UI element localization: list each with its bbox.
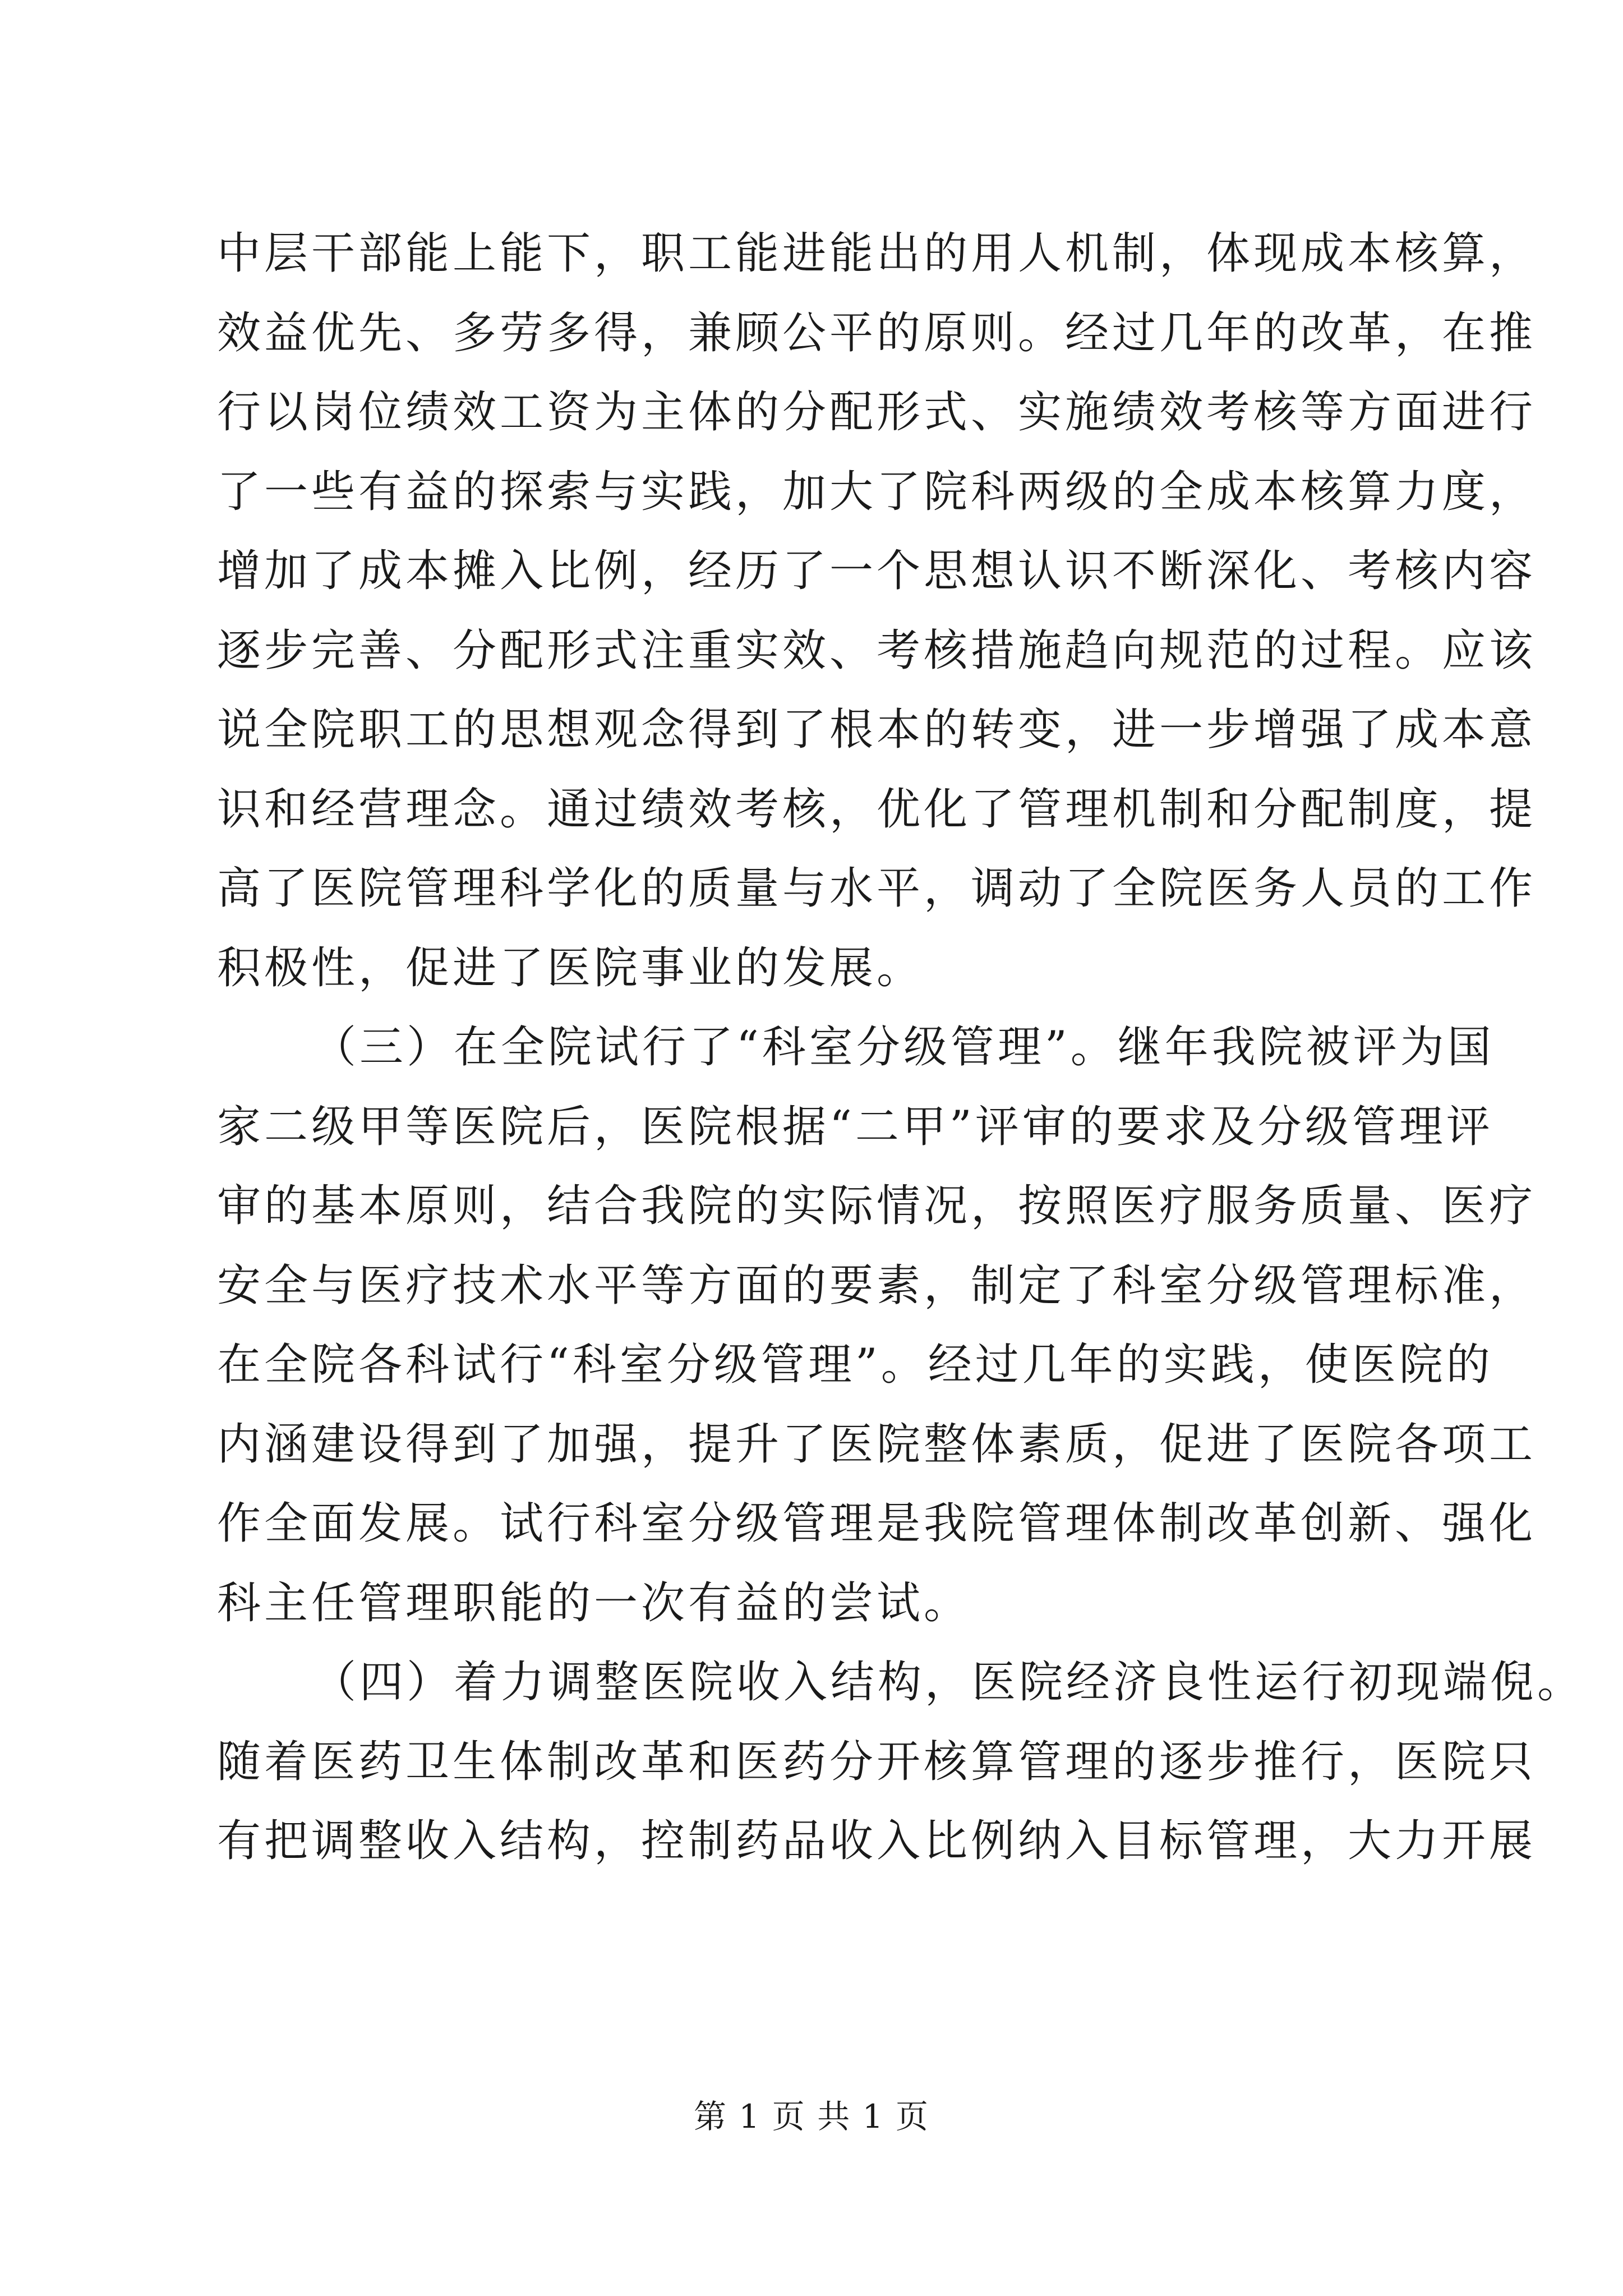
- text-line: 有把调整收入结构，控制药品收入比例纳入目标管理，大力开展: [217, 1816, 1537, 1866]
- section-heading-line: （四）着力调整医院收入结构，医院经济良性运行初现端倪。: [312, 1657, 1585, 1708]
- text-line: 积极性，促进了医院事业的发展。: [217, 942, 924, 993]
- text-line: 随着医药卫生体制改革和医药分开核算管理的逐步推行，医院只: [217, 1736, 1537, 1787]
- text-line: 增加了成本摊入比例，经历了一个思想认识不断深化、考核内容: [217, 546, 1537, 596]
- section-heading-line: （三）在全院试行了“科室分级管理”。继年我院被评为国: [312, 1022, 1495, 1073]
- text-line: 在全院各科试行“科室分级管理”。经过几年的实践，使医院的: [217, 1340, 1493, 1390]
- text-line: 科主任管理职能的一次有益的尝试。: [217, 1577, 971, 1628]
- text-line: 说全院职工的思想观念得到了根本的转变，进一步增强了成本意: [217, 705, 1537, 755]
- text-line: 安全与医疗技术水平等方面的要素，制定了科室分级管理标准，: [217, 1260, 1537, 1311]
- text-line: 家二级甲等医院后，医院根据“二甲”评审的要求及分级管理评: [217, 1101, 1493, 1152]
- text-line: 高了医院管理科学化的质量与水平，调动了全院医务人员的工作: [217, 863, 1537, 914]
- text-line: 行以岗位绩效工资为主体的分配形式、实施绩效考核等方面进行: [217, 387, 1537, 438]
- text-line: 作全面发展。试行科室分级管理是我院管理体制改革创新、强化: [217, 1498, 1537, 1549]
- text-line: 中层干部能上能下，职工能进能出的用人机制，体现成本核算，: [217, 228, 1537, 279]
- text-line: 了一些有益的探索与实践，加大了院科两级的全成本核算力度，: [217, 466, 1537, 517]
- text-line: 审的基本原则，结合我院的实际情况，按照医疗服务质量、医疗: [217, 1181, 1537, 1231]
- text-line: 内涵建设得到了加强，提升了医院整体素质，促进了医院各项工: [217, 1419, 1537, 1470]
- document-body: [217, 214, 1585, 1881]
- text-line: 逐步完善、分配形式注重实效、考核措施趋向规范的过程。应该: [217, 625, 1537, 676]
- text-line: 识和经营理念。通过绩效考核，优化了管理机制和分配制度，提: [217, 784, 1537, 835]
- page-number-footer: 第 1 页 共 1 页: [694, 2097, 929, 2136]
- text-line: 效益优先、多劳多得，兼顾公平的原则。经过几年的改革，在推: [217, 307, 1537, 358]
